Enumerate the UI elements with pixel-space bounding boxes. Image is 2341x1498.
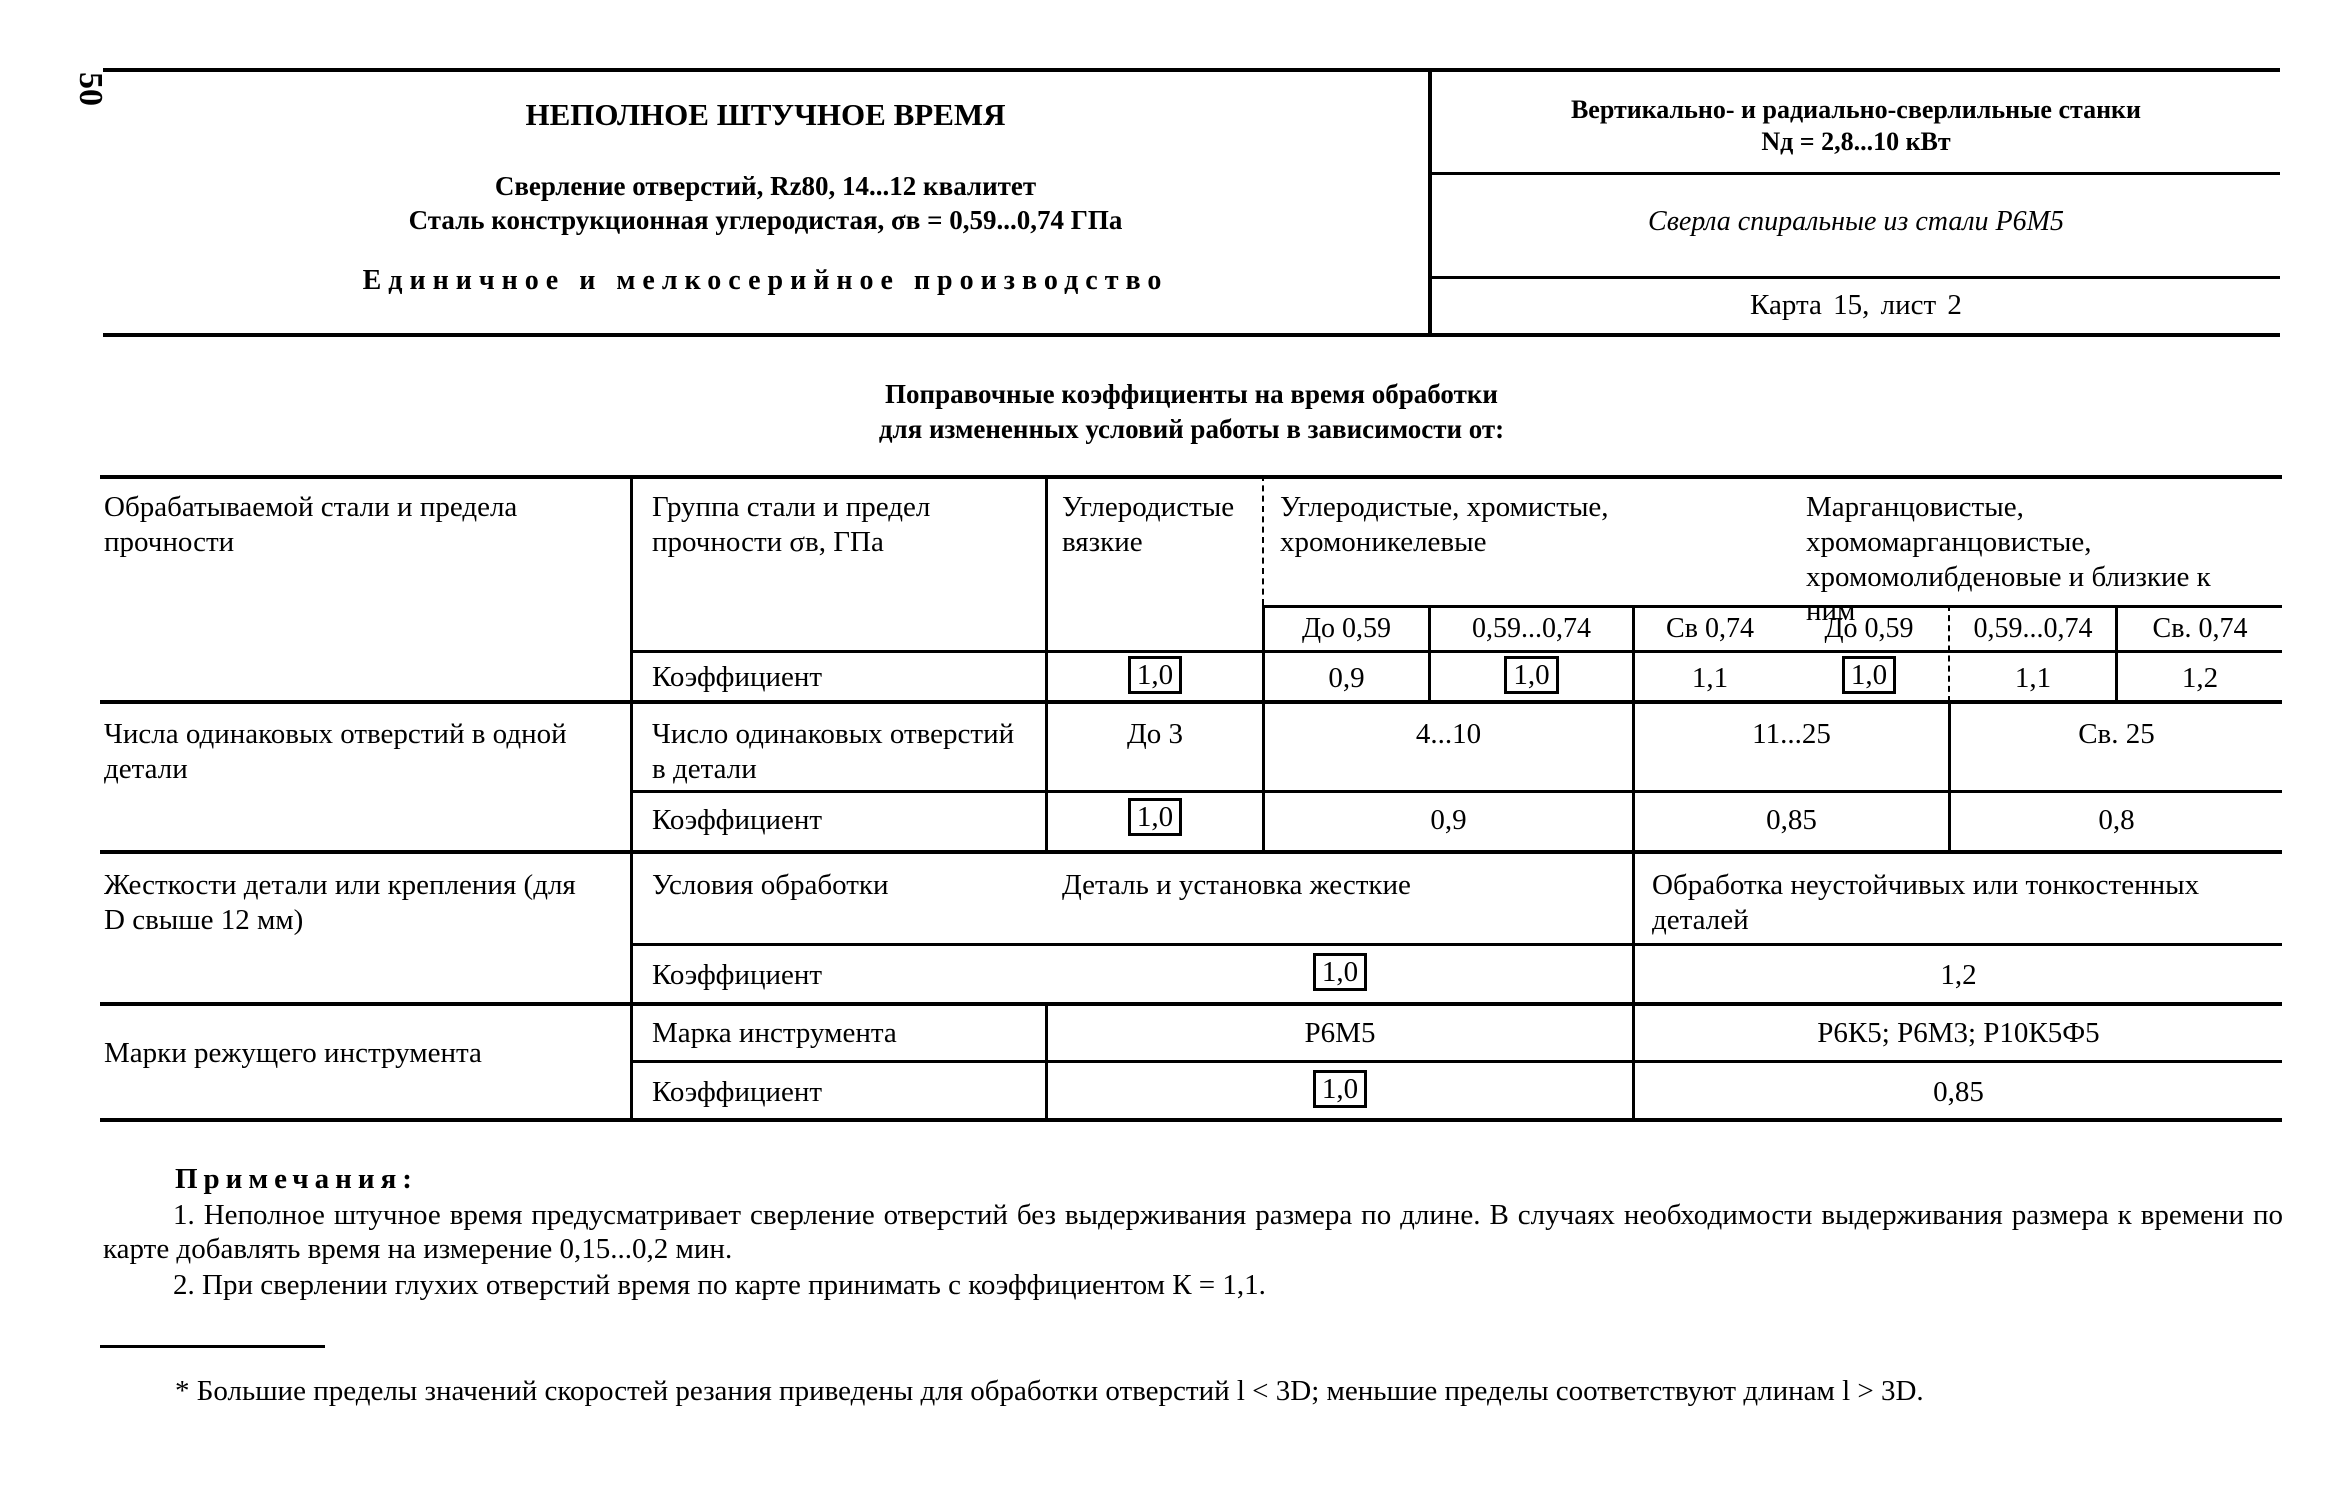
note-2: 2. При сверлении глухих отверстий время по карте принимать с коэффициентом К = 1,1.: [173, 1269, 1266, 1301]
holes-coef-3: 0,85: [1766, 804, 1817, 836]
footnote-divider: [100, 1345, 325, 1348]
rigidity-coef-label: Коэффициент: [652, 959, 823, 991]
holes-v1: До 3: [1126, 718, 1184, 750]
steel-coef-6: 1,1: [2014, 662, 2052, 694]
steel-coef-5: 1,0: [1842, 656, 1896, 694]
steel-coef-1: 1,0: [1128, 656, 1182, 694]
holes-v4: Св. 25: [2078, 718, 2155, 750]
steel-sub-2: 0,59...0,74: [1472, 613, 1591, 644]
note-1: 1. Неполное штучное время предусматривает сверление отверстий без выдерживания размера по длине. В случаях необходимости выдерживания размера к времени по карте добавлять время на измерение 0,15...0,2 мин.: [103, 1199, 2283, 1265]
factor-steel: Обрабатываемой стали и предела прочности: [104, 491, 518, 558]
notes-heading: Примечания:: [175, 1163, 418, 1195]
subtitle-1: Сверление отверстий, Rz80, 14...12 квалитет: [494, 171, 1037, 201]
tool-v1: Р6М5: [1304, 1017, 1376, 1049]
steel-sub-4: До 0,59: [1824, 613, 1914, 644]
steel-sub-6: Св. 0,74: [2152, 613, 2248, 644]
steel-sub-1: До 0,59: [1301, 613, 1392, 644]
card-number: Карта 15, лист 2: [1750, 289, 1962, 321]
steel-coef-4: 1,1: [1691, 662, 1729, 694]
production-type: Единичное и мелкосерийное производство: [362, 265, 1169, 296]
tool-description: Сверла спиральные из стали Р6М5: [1648, 206, 2064, 237]
tool-v2: Р6К5; Р6М3; Р10К5Ф5: [1817, 1017, 2100, 1049]
holes-v2: 4...10: [1415, 718, 1482, 750]
steel-sub-3: Св 0,74: [1666, 613, 1754, 644]
steel-coef-3: 1,0: [1504, 656, 1558, 694]
subtitle-2: Сталь конструкционная углеродистая, σв = 0,59...0,74 ГПа: [408, 205, 1123, 235]
holes-coef-1: 1,0: [1128, 798, 1182, 836]
steel-coef-7: 1,2: [2181, 662, 2219, 694]
rigidity-coef-2: 1,2: [1940, 959, 1977, 991]
steel-coef-label: Коэффициент: [652, 661, 823, 693]
param-holes: Число одинаковых отверстий в детали: [652, 718, 1015, 785]
steel-group-carbon-viscous: Углеродистые вязкие: [1062, 491, 1235, 558]
machine-power: Nд = 2,8...10 кВт: [1761, 127, 1951, 156]
tool-coef-1: 1,0: [1313, 1070, 1367, 1108]
steel-group-manganese: Марганцовистые, хромомарганцовистые, хромомолибденовые и близкие к ним: [1806, 491, 2211, 628]
holes-coef-2: 0,9: [1430, 804, 1467, 836]
holes-coef-label: Коэффициент: [652, 804, 823, 836]
factor-tool: Марки режущего инструмента: [104, 1037, 482, 1069]
steel-group-carbon-chrome: Углеродистые, хромистые, хромоникелевые: [1280, 491, 1609, 558]
rigidity-v1: Деталь и установка жесткие: [1062, 869, 1411, 901]
factor-rigidity: Жесткости детали или крепления (для D свыше 12 мм): [104, 869, 576, 936]
steel-coef-2: 0,9: [1328, 662, 1365, 694]
footnote: * Большие пределы значений скоростей резания приведены для обработки отверстий l < 3D; меньшие пределы соответствуют длинам l > 3D.: [175, 1375, 1924, 1407]
tool-coef-label: Коэффициент: [652, 1076, 823, 1108]
rigidity-v2: Обработка неустойчивых или тонкостенных деталей: [1652, 869, 2200, 936]
page-title: НЕПОЛНОЕ ШТУЧНОЕ ВРЕМЯ: [525, 97, 1006, 132]
param-rigidity: Условия обработки: [652, 869, 889, 901]
holes-v3: 11...25: [1752, 718, 1831, 750]
machine-type: Вертикально- и радиально-сверлильные станки: [1570, 95, 2142, 124]
param-steel-group: Группа стали и предел прочности σв, ГПа: [652, 491, 931, 558]
tool-coef-2: 0,85: [1933, 1076, 1984, 1108]
section-title-2: для измененных условий работы в зависимости от:: [878, 414, 1505, 444]
steel-sub-5: 0,59...0,74: [1973, 613, 2093, 644]
param-tool: Марка инструмента: [652, 1017, 897, 1049]
holes-coef-4: 0,8: [2098, 804, 2135, 836]
page-number: 50: [72, 72, 109, 106]
factor-holes: Числа одинаковых отверстий в одной детали: [104, 718, 567, 785]
rigidity-coef-1: 1,0: [1313, 953, 1367, 991]
section-title-1: Поправочные коэффициенты на время обработки: [885, 379, 1498, 409]
